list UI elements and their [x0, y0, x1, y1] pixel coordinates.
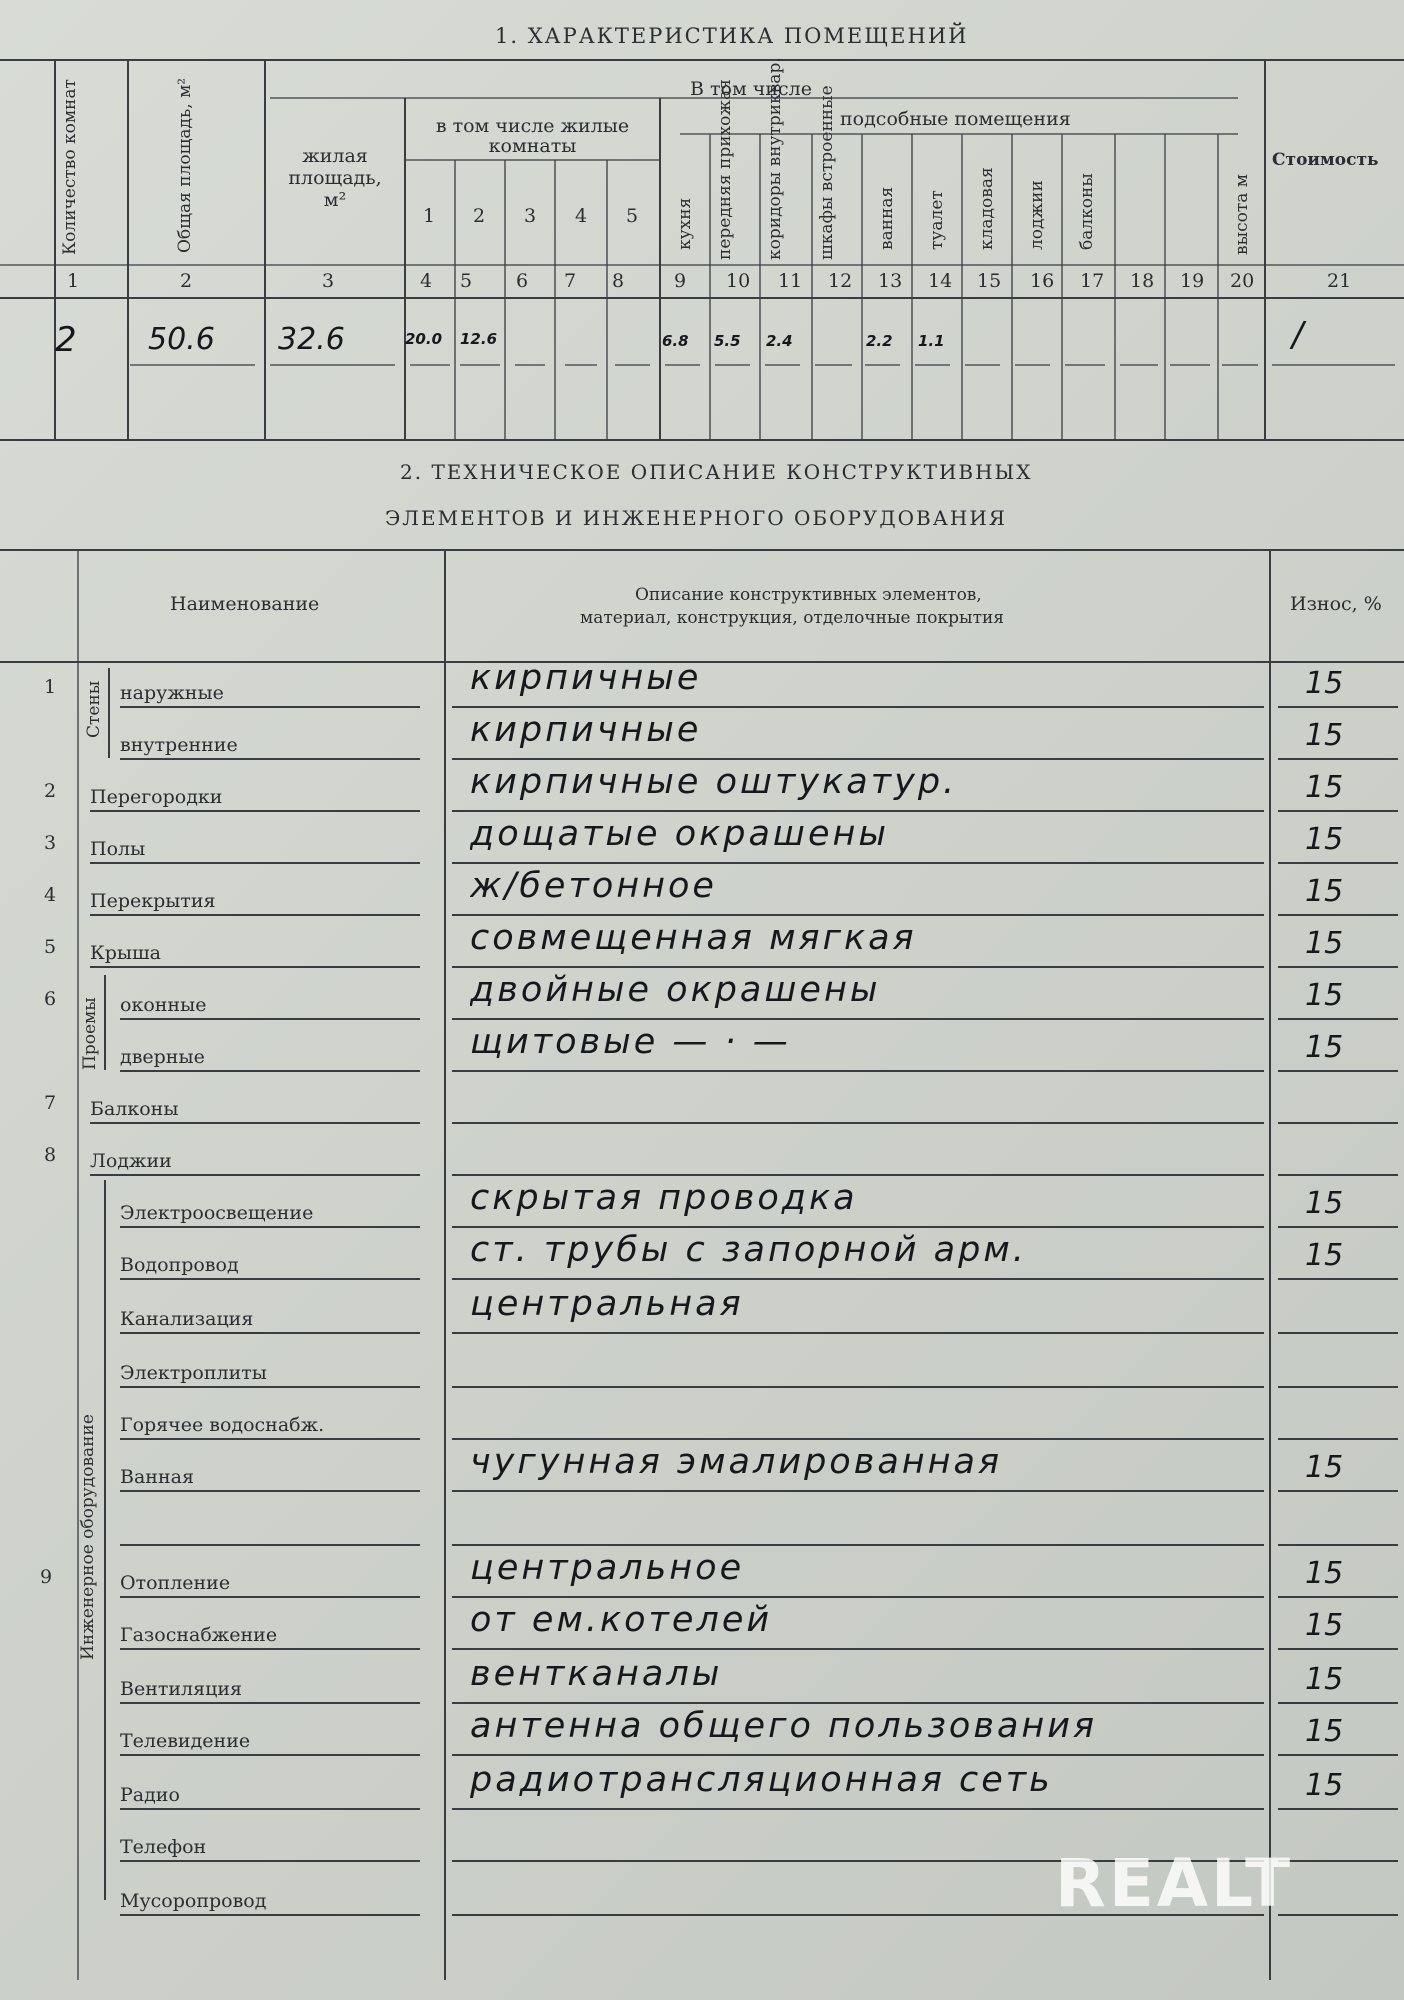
row-name: Перегородки	[90, 786, 223, 808]
group-engineering: Инженерное оборудование	[78, 1414, 98, 1660]
hdr-room-5: 5	[626, 205, 639, 227]
row-name: Канализация	[120, 1308, 254, 1330]
row-number: 2	[44, 780, 57, 802]
row-description: антенна общего пользования	[470, 1706, 1098, 1746]
column-number: 18	[1130, 270, 1155, 292]
column-number: 15	[977, 270, 1002, 292]
row-description: щитовые — · —	[470, 1022, 791, 1062]
row-description: от ем.котелей	[470, 1600, 773, 1640]
row-description: вентканалы	[470, 1654, 723, 1694]
column-number: 17	[1080, 270, 1105, 292]
column-number: 14	[928, 270, 953, 292]
realt-watermark-logo: REALT	[1055, 1845, 1294, 1922]
val-room2: 12.6	[460, 330, 498, 348]
row-wear: 15	[1305, 822, 1344, 857]
row-description: центральная	[470, 1284, 744, 1324]
column-number: 4	[420, 270, 433, 292]
row-wear: 15	[1305, 718, 1344, 753]
hdr-rooms-count: Количество комнат	[60, 79, 80, 255]
column-number: 7	[564, 270, 577, 292]
hdr-room-3: 3	[524, 205, 537, 227]
column-number: 20	[1230, 270, 1255, 292]
row-wear: 15	[1305, 1608, 1344, 1643]
row-name: Крыша	[90, 942, 161, 964]
row-wear: 15	[1305, 1450, 1344, 1485]
column-number: 1	[67, 270, 80, 292]
row-wear: 15	[1305, 1186, 1344, 1221]
row-name: Балконы	[90, 1098, 179, 1120]
column-number: 12	[828, 270, 853, 292]
section1-title: 1. ХАРАКТЕРИСТИКА ПОМЕЩЕНИЙ	[495, 24, 969, 48]
hdr-cost: Стоимость	[1272, 150, 1379, 170]
hdr-kitchen: кухня	[675, 197, 695, 250]
row-description: кирпичные оштукатур.	[470, 762, 958, 802]
hdr-desc-line2: материал, конструкция, отделочные покрытия	[580, 608, 1005, 628]
hdr-toilet: туалет	[927, 190, 947, 250]
row-name: Ванная	[120, 1466, 194, 1488]
column-number: 16	[1030, 270, 1055, 292]
hdr-corridors: коридоры внутриквар.	[765, 57, 785, 260]
row-name: оконные	[120, 994, 207, 1016]
row-wear: 15	[1305, 1714, 1344, 1749]
val-room1: 20.0	[405, 330, 443, 348]
row-description: скрытая проводка	[470, 1178, 858, 1218]
section1-grid	[0, 0, 1404, 460]
row-wear: 15	[1305, 1768, 1344, 1803]
row-name: Телефон	[120, 1836, 207, 1858]
row-description: кирпичные	[470, 710, 702, 750]
row-name: Лоджии	[90, 1150, 172, 1172]
val-corridor: 2.4	[766, 332, 793, 350]
hdr-height: высота м	[1232, 173, 1252, 255]
row-name: Полы	[90, 838, 146, 860]
val-kitchen: 6.8	[662, 332, 689, 350]
row-number: 7	[44, 1092, 57, 1114]
row-number: 5	[44, 936, 57, 958]
hdr-desc-line1: Описание конструктивных элементов,	[635, 585, 982, 605]
row-name: Мусоропровод	[120, 1890, 267, 1912]
row-description: дощатые окрашены	[470, 814, 890, 854]
row-name: Перекрытия	[90, 890, 216, 912]
row-description: чугунная эмалированная	[470, 1442, 1003, 1482]
hdr-room-1: 1	[423, 205, 436, 227]
row-name: Электроосвещение	[120, 1202, 314, 1224]
hdr-room-4: 4	[575, 205, 588, 227]
hdr-including: В том числе	[690, 78, 812, 100]
val-bath: 2.2	[866, 332, 893, 350]
row-description: ж/бетонное	[470, 866, 717, 906]
val-living-area: 32.6	[278, 322, 345, 357]
row-wear: 15	[1305, 1238, 1344, 1273]
row-name: Отопление	[120, 1572, 231, 1594]
hdr-room-2: 2	[473, 205, 486, 227]
hdr-loggias: лоджии	[1027, 180, 1047, 250]
hdr-auxiliary: подсобные помещения	[840, 108, 1071, 130]
column-number: 8	[612, 270, 625, 292]
row-wear: 15	[1305, 1662, 1344, 1697]
column-number: 9	[674, 270, 687, 292]
hdr-wear: Износ, %	[1290, 593, 1382, 615]
column-number: 6	[516, 270, 529, 292]
row-name: Вентиляция	[120, 1678, 242, 1700]
column-number: 11	[778, 270, 803, 292]
column-number: 19	[1180, 270, 1205, 292]
row-name: наружные	[120, 682, 224, 704]
row-description: двойные окрашены	[470, 970, 881, 1010]
column-number: 21	[1327, 270, 1352, 292]
val-toilet: 1.1	[918, 332, 945, 350]
hdr-living-area: жилая площадь, м²	[288, 145, 382, 211]
val-hall: 5.5	[714, 332, 741, 350]
row-name: Электроплиты	[120, 1362, 267, 1384]
column-number: 2	[180, 270, 193, 292]
hdr-balconies: балконы	[1077, 173, 1097, 250]
row-number: 8	[44, 1144, 57, 1166]
hdr-incl-living-rooms: в том числе жилые комнаты	[435, 115, 630, 157]
row-name: внутренние	[120, 734, 238, 756]
val-cost: /	[1292, 315, 1304, 355]
column-number: 5	[460, 270, 473, 292]
row-name: Водопровод	[120, 1254, 239, 1276]
row-description: кирпичные	[470, 658, 702, 698]
row-wear: 15	[1305, 926, 1344, 961]
row-number: 3	[44, 832, 57, 854]
column-number: 13	[878, 270, 903, 292]
row-description: центральное	[470, 1548, 745, 1588]
hdr-hall: передняя прихожая	[715, 79, 735, 260]
row-wear: 15	[1305, 978, 1344, 1013]
row-name: Радио	[120, 1784, 180, 1806]
row-wear: 15	[1305, 666, 1344, 701]
row-wear: 15	[1305, 770, 1344, 805]
row-wear: 15	[1305, 1556, 1344, 1591]
section2-title-line1: 2. ТЕХНИЧЕСКОЕ ОПИСАНИЕ КОНСТРУКТИВНЫХ	[400, 460, 1033, 484]
row-name: Газоснабжение	[120, 1624, 278, 1646]
row-name: Телевидение	[120, 1730, 251, 1752]
row-wear: 15	[1305, 874, 1344, 909]
group-openings: Проемы	[80, 997, 100, 1070]
column-number: 10	[726, 270, 751, 292]
row-description: радиотрансляционная сеть	[470, 1760, 1053, 1800]
val-rooms: 2	[55, 320, 77, 360]
row-description: ст. трубы с запорной арм.	[470, 1230, 1027, 1270]
hdr-wardrobes: шкафы встроенные	[817, 85, 837, 260]
val-total-area: 50.6	[148, 322, 215, 357]
row-name: Горячее водоснабж.	[120, 1414, 325, 1436]
column-number: 3	[322, 270, 335, 292]
row-wear: 15	[1305, 1030, 1344, 1065]
hdr-bathroom: ванная	[877, 186, 897, 250]
row-number: 1	[44, 676, 57, 698]
group-walls: Стены	[84, 680, 104, 738]
row-number: 6	[44, 988, 57, 1010]
row-number: 9	[40, 1566, 53, 1588]
hdr-pantry: кладовая	[977, 167, 997, 250]
row-name: дверные	[120, 1046, 205, 1068]
row-description: совмещенная мягкая	[470, 918, 917, 958]
hdr-total-area: Общая площадь, м²	[175, 77, 195, 253]
section2-title-line2: ЭЛЕМЕНТОВ И ИНЖЕНЕРНОГО ОБОРУДОВАНИЯ	[385, 506, 1007, 530]
row-number: 4	[44, 884, 57, 906]
hdr-name: Наименование	[170, 593, 320, 615]
